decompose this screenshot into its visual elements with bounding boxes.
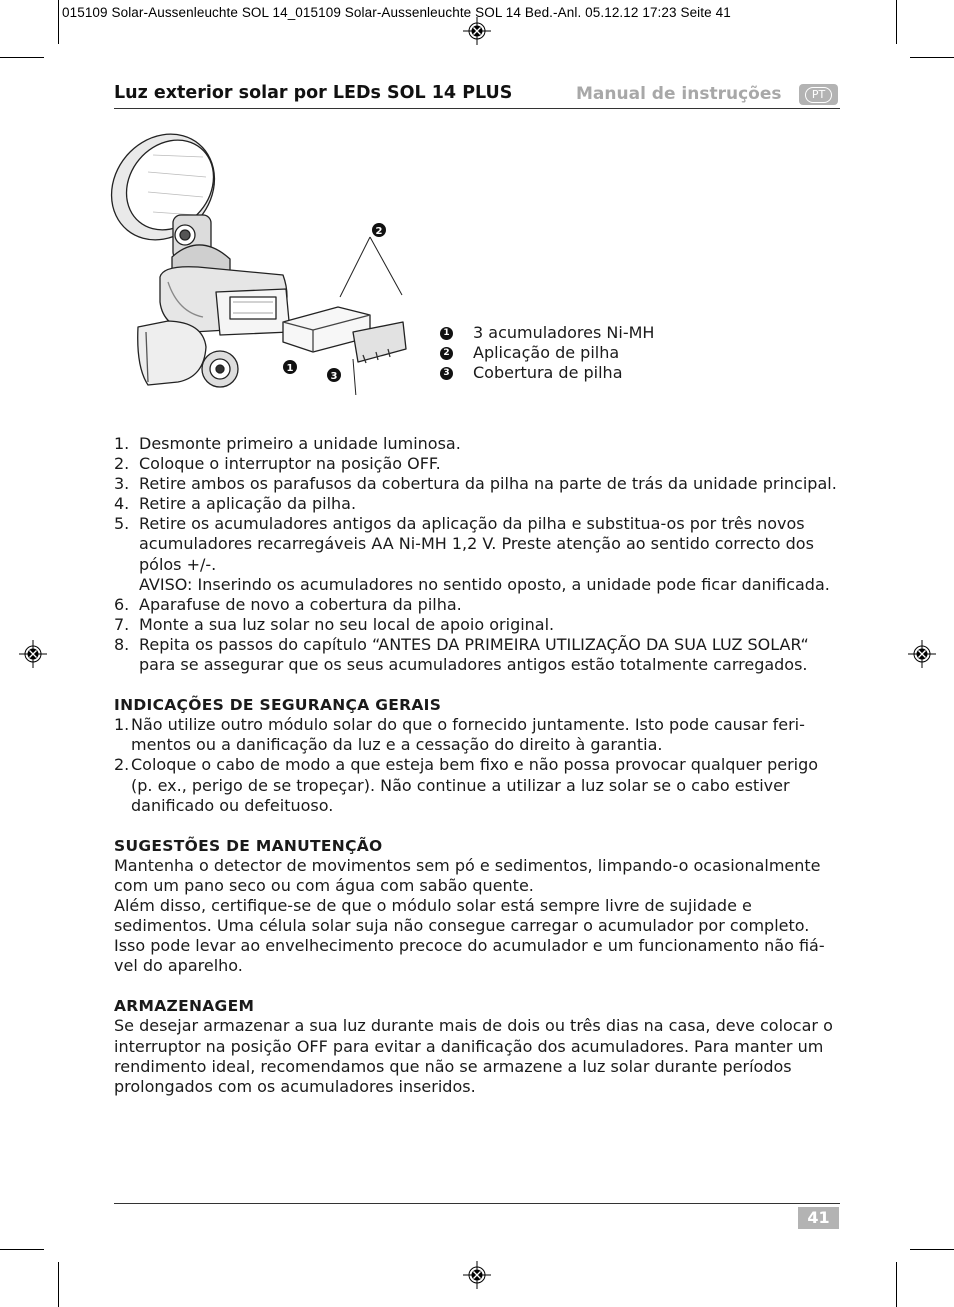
language-code: PT: [805, 87, 832, 103]
crop-mark: [58, 0, 59, 44]
manual-label: Manual de instruções: [576, 84, 782, 104]
page-number: 41: [798, 1207, 839, 1229]
legend-text: Cobertura de pilha: [473, 363, 623, 382]
steps-list: [114, 434, 844, 675]
crop-mark: [910, 1249, 954, 1250]
callout-1: [283, 360, 297, 374]
registration-mark-icon: [463, 1261, 491, 1289]
footer-rule: [114, 1203, 840, 1204]
list-item: 2. Coloque o interruptor na posição OFF.: [114, 454, 441, 474]
list-item: 3. Retire ambos os parafusos da cobertura da pilha na parte de trás da unidade principal.: [114, 474, 837, 494]
crop-mark: [896, 0, 897, 44]
list-item: 7. Monte a sua luz solar no seu local de apoio original.: [114, 614, 555, 634]
language-badge: [799, 84, 838, 105]
list-item: 5. Retire os acumuladores antigos da aplicação da pilha e substitua-os por três novos acumuladores recarregáveis AA Ni-MH 1,2 V. Preste atenção ao sentido correcto dos pólos +/-. AVISO: Inserindo os acumuladores no sentido oposto, a unidade pode ficar danificada.: [114, 514, 830, 594]
legend-item: [440, 343, 654, 363]
print-slug: 015109 Solar-Aussenleuchte SOL 14_015109 Solar-Aussenleuchte SOL 14 Bed.-Anl. 05.12.12 17:23 Seite 41: [62, 5, 731, 20]
section-heading-maintenance: SUGESTÕES DE MANUTENÇÃO: [114, 836, 383, 855]
list-item: 8. Repita os passos do capítulo “ANTES DA PRIMEIRA UTILIZAÇÃO DA SUA LUZ SOLAR“ para se assegurar que os seus acumuladores antigos estão totalmente carregados.: [114, 634, 809, 675]
product-illustration: [108, 127, 418, 395]
storage-paragraph: Se desejar armazenar a sua luz durante mais de dois ou três dias na casa, deve colocar o interruptor na posição OFF para evitar a danificação dos acumuladores. Para manter um rendimento ideal, recomendamos que não se armazene a luz solar durante períodos prolongados com os acumuladores inseridos.: [114, 1016, 833, 1096]
legend-item: [440, 323, 654, 343]
header-rule: [114, 108, 840, 109]
svg-text:2: 2: [375, 226, 383, 237]
svg-text:3: 3: [330, 371, 338, 382]
list-item: 1. Desmonte primeiro a unidade luminosa.: [114, 434, 461, 453]
legend-number: 2: [440, 347, 453, 360]
legend-text: 3 acumuladores Ni-MH: [473, 323, 655, 342]
maintenance-paragraph: Mantenha o detector de movimentos sem pó e sedimentos, limpando-o ocasionalmente com um pano seco ou com água com sabão quente. Além disso, certifique-se de que o módulo solar está sempre livre de sujidade e sedimentos. Uma célula solar suja não consegue carregar o acumulador por completo. Isso pode levar ao envelhecimento precoce do acumulador e um funcionamento não fiá- vel do aparelho.: [114, 855, 825, 976]
list-item: 1. Não utilize outro módulo solar do que o fornecido juntamente. Isto pode causar feri- mentos ou a danificação da luz e a cessação do direito à garantia.: [114, 715, 805, 755]
crop-mark: [58, 1262, 59, 1307]
list-item: 4. Retire a aplicação da pilha.: [114, 494, 357, 514]
legend-item: [440, 363, 654, 383]
legend-text: Aplicação de pilha: [473, 343, 620, 362]
crop-mark: [910, 57, 954, 58]
crop-mark: [0, 57, 44, 58]
figure-legend: [440, 323, 654, 383]
registration-mark-icon: [908, 640, 936, 668]
svg-text:1: 1: [286, 363, 294, 374]
crop-mark: [0, 1249, 44, 1250]
list-item: 2. Coloque o cabo de modo a que esteja bem fixo e não possa provocar qualquer perigo (p. ex., perigo de se tropeçar). Não continue a utilizar a luz solar se o cabo estiver danificado ou defeituoso.: [114, 755, 819, 815]
legend-number: 1: [440, 327, 453, 340]
legend-number: 3: [440, 367, 453, 380]
crop-mark: [896, 1262, 897, 1307]
registration-mark-icon: [19, 640, 47, 668]
callout-2: [372, 223, 386, 237]
registration-mark-icon: [463, 17, 491, 45]
warning-text: AVISO: Inserindo os acumuladores no sentido oposto, a unidade pode ficar danificada.: [139, 574, 830, 594]
callout-3: [327, 368, 341, 382]
section-heading-safety: INDICAÇÕES DE SEGURANÇA GERAIS: [114, 696, 442, 715]
section-heading-storage: ARMAZENAGEM: [114, 997, 255, 1016]
document-title: Luz exterior solar por LEDs SOL 14 PLUS: [114, 83, 513, 103]
list-item: 6. Aparafuse de novo a cobertura da pilha.: [114, 594, 462, 614]
content-column: [114, 434, 844, 1097]
